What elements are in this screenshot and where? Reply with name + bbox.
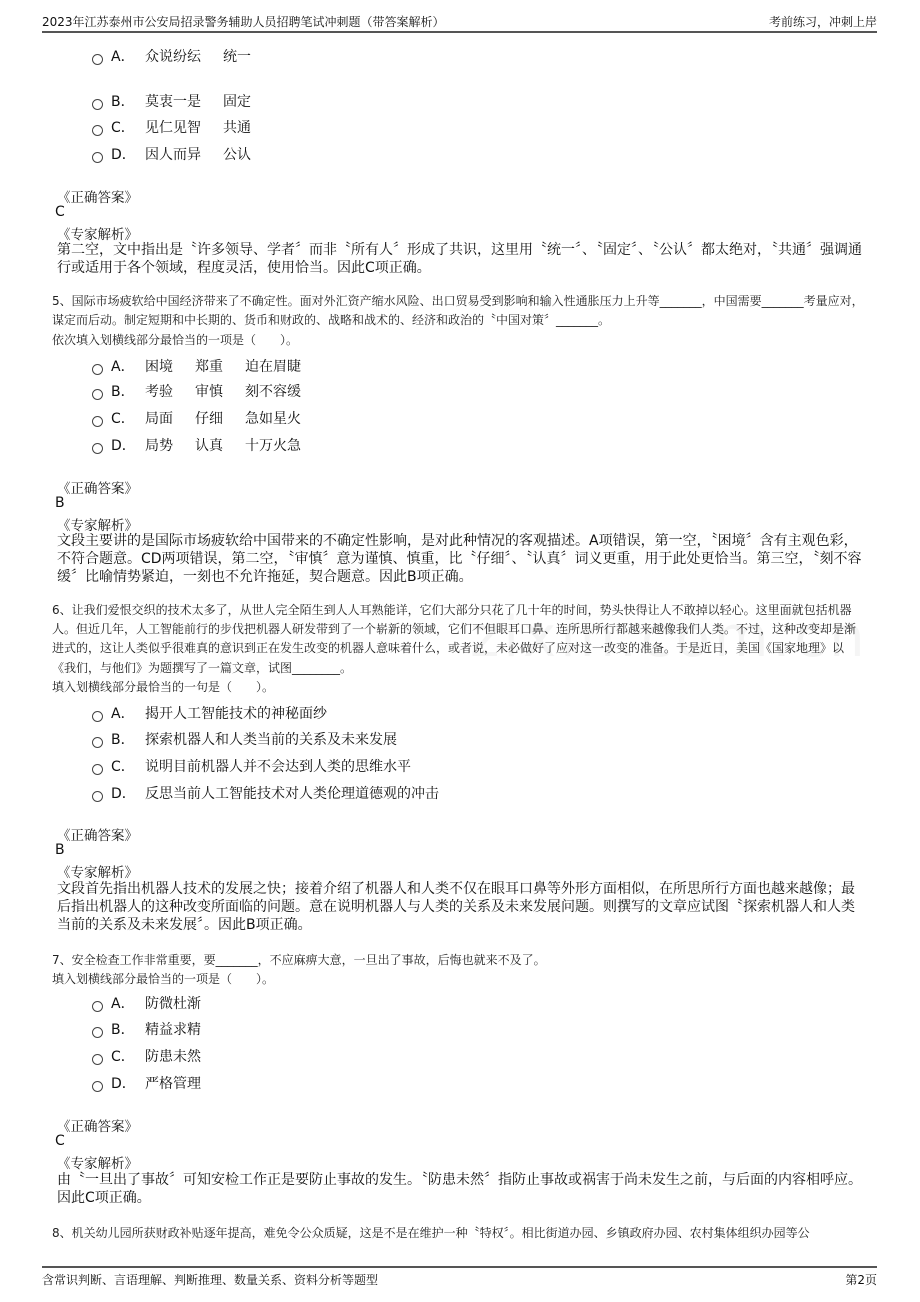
footer-rule [42,1266,877,1268]
option-letter: B． [111,94,135,110]
correct-answer: C [55,1133,65,1149]
option-letter: B． [111,732,135,748]
analysis-label: 《专家解析》 [57,227,138,243]
q6-analysis: 文段首先指出机器人技术的发展之快；接着介绍了机器人和人类不仅在眼耳口鼻等外形方面相似，在所思所行方面也越来越像；最后指出机器人的这种改变所面临的问题。意在说明机器人与人类的关系及未来发展问题。则撰写的文章应试图〝探索机器人和人类当前的关系及未来发展〞。因此B项正确。 [57,881,855,933]
option-letter: D． [111,438,136,454]
option-letter: D． [111,1076,136,1092]
option-word: 揭开人工智能技术的神秘面纱 [145,706,327,722]
q4-analysis: 第二空，文中指出是〝许多领导、学者〞而非〝所有人〞形成了共识，这里用〝统一〞、〝固定〞、〝公认〞都太绝对，〝共通〞强调通行或适用于各个领域，程度灵活，使用恰当。因此C项正确。 [57,242,862,276]
radio-icon[interactable] [92,152,103,163]
q7-prompt: 填入划横线部分最恰当的一项是（ ）。 [52,972,275,986]
option-word: 仔细 [195,411,223,427]
option-word: 见仁见智 [145,120,201,136]
radio-icon[interactable] [92,1027,103,1038]
radio-icon[interactable] [92,125,103,136]
option-word: 防微杜渐 [145,996,201,1012]
radio-icon[interactable] [92,364,103,375]
option-q7-a[interactable] [92,993,215,1013]
option-word: 局面 [145,411,173,427]
option-word: 局势 [145,438,173,454]
option-letter: B． [111,384,135,400]
option-q4-a[interactable] [92,46,265,66]
option-word: 刻不容缓 [245,384,301,400]
option-word: 防患未然 [145,1049,201,1065]
analysis-label: 《专家解析》 [57,865,138,881]
option-word: 认真 [195,438,223,454]
option-q4-d[interactable] [92,144,265,164]
option-letter: A． [111,49,135,65]
option-word: 探索机器人和人类当前的关系及未来发展 [145,732,397,748]
header-slogan: 考前练习，冲刺上岸 [768,15,877,29]
option-letter: A． [111,706,135,722]
option-word: 统一 [223,49,251,65]
q6-stem: 6、让我们爱恨交织的技术太多了，从世人完全陌生到人人耳熟能详，它们大部分只花了几十年的时间，势头快得让人不敢掉以轻心。这里面就包括机器人。但近几年，人工智能前行的步伐把机器人研发带到了一个崭新的领域，它们不但眼耳口鼻、连所思所行都越来越像我们人类。不过，这种改变却是渐进式的，这让人类似乎很难真的意识到正在发生改变的机器人意味着什么，或者说，未必做好了应对这一改变的准备。于是近日，美国《国家地理》以《我们，与他们》为题撰写了一篇文章，试图________。 [52,603,857,675]
option-letter: A． [111,996,135,1012]
radio-icon[interactable] [92,389,103,400]
header-rule [42,31,877,33]
radio-icon[interactable] [92,737,103,748]
option-word: 迫在眉睫 [245,359,301,375]
q7-analysis: 由〝一旦出了事故〞可知安检工作正是要防止事故的发生。〝防患未然〞指防止事故或祸害于尚未发生之前，与后面的内容相呼应。因此C项正确。 [57,1172,862,1206]
option-word: 固定 [223,94,251,110]
option-letter: C． [111,120,135,136]
option-q7-b[interactable] [92,1019,215,1039]
option-q6-c[interactable] [92,756,425,776]
option-word: 说明目前机器人并不会达到人类的思维水平 [145,759,411,775]
q5-stem: 5、国际市场疲软给中国经济带来了不确定性。面对外汇资产缩水风险、出口贸易受到影响和输入性通胀压力上升等_______，中国需要_______考量应对，谋定而后动。制定短期和中长期的、货币和财政的、战略和战术的、经济和政治的〝中国对策〞_______。 [52,294,864,328]
option-letter: A． [111,359,135,375]
option-letter: C． [111,759,135,775]
q7-stem: 7、安全检查工作非常重要，要_______，不应麻痹大意，一旦出了事故，后悔也就来不及了。 [52,953,546,967]
q5-prompt: 依次填入划横线部分最恰当的一项是（ ）。 [52,333,299,347]
option-letter: B． [111,1022,135,1038]
option-word: 审慎 [195,384,223,400]
radio-icon[interactable] [92,99,103,110]
option-word: 严格管理 [145,1076,201,1092]
radio-icon[interactable] [92,1054,103,1065]
option-word: 反思当前人工智能技术对人类伦理道德观的冲击 [145,786,439,802]
option-word: 考验 [145,384,173,400]
option-q4-b[interactable] [92,91,265,111]
radio-icon[interactable] [92,443,103,454]
analysis-label: 《专家解析》 [57,518,138,534]
radio-icon[interactable] [92,711,103,722]
option-letter: C． [111,411,135,427]
option-letter: D． [111,147,136,163]
answer-label: 《正确答案》 [57,190,138,206]
option-q6-d[interactable] [92,783,453,803]
radio-icon[interactable] [92,764,103,775]
q8-stem: 8、机关幼儿园所获财政补贴逐年提高，难免令公众质疑，这是不是在维护一种〝特权〞。相比街道办园、乡镇政府办园、农村集体组织办园等公 [52,1226,810,1240]
option-word: 众说纷纭 [145,49,201,65]
page-number: 第2页 [845,1273,877,1287]
q6-prompt: 填入划横线部分最恰当的一句是（ ）。 [52,680,275,694]
q5-analysis: 文段主要讲的是国际市场疲软给中国带来的不确定性影响，是对此种情况的客观描述。A项错误，第一空，〝困境〞含有主观色彩，不符合题意。CD两项错误，第二空，〝审慎〞意为谨慎、慎重，比〝仔细〞、〝认真〞词义更重，用于此处更恰当。第三空，〝刻不容缓〞比喻情势紧迫，一刻也不允许拖延，契合题意。因此B项正确。 [57,533,862,585]
option-word: 困境 [145,359,173,375]
option-word: 十万火急 [245,438,301,454]
option-q5-a[interactable] [92,356,315,376]
option-word: 公认 [223,147,251,163]
radio-icon[interactable] [92,54,103,65]
option-q4-c[interactable] [92,117,265,137]
option-word: 急如星火 [245,411,301,427]
answer-label: 《正确答案》 [57,1119,138,1135]
radio-icon[interactable] [92,791,103,802]
footer-text: 含常识判断、言语理解、判断推理、数量关系、资料分析等题型 [42,1273,379,1287]
option-word: 共通 [223,120,251,136]
answer-label: 《正确答案》 [57,481,138,497]
option-q7-c[interactable] [92,1046,215,1066]
option-q7-d[interactable] [92,1073,215,1093]
option-q6-a[interactable] [92,703,341,723]
analysis-label: 《专家解析》 [57,1156,138,1172]
option-q5-b[interactable] [92,381,315,401]
option-word: 因人而异 [145,147,201,163]
document-title: 2023年江苏泰州市公安局招录警务辅助人员招聘笔试冲刺题（带答案解析） [42,15,445,29]
radio-icon[interactable] [92,416,103,427]
correct-answer: C [55,204,65,220]
radio-icon[interactable] [92,1001,103,1012]
option-word: 精益求精 [145,1022,201,1038]
option-word: 莫衷一是 [145,94,201,110]
option-q6-b[interactable] [92,729,411,749]
correct-answer: B [55,495,65,511]
option-letter: D． [111,786,136,802]
answer-label: 《正确答案》 [57,828,138,844]
option-word: 郑重 [195,359,223,375]
radio-icon[interactable] [92,1081,103,1092]
option-q5-c[interactable] [92,408,315,428]
option-q5-d[interactable] [92,435,315,455]
correct-answer: B [55,842,65,858]
option-letter: C． [111,1049,135,1065]
